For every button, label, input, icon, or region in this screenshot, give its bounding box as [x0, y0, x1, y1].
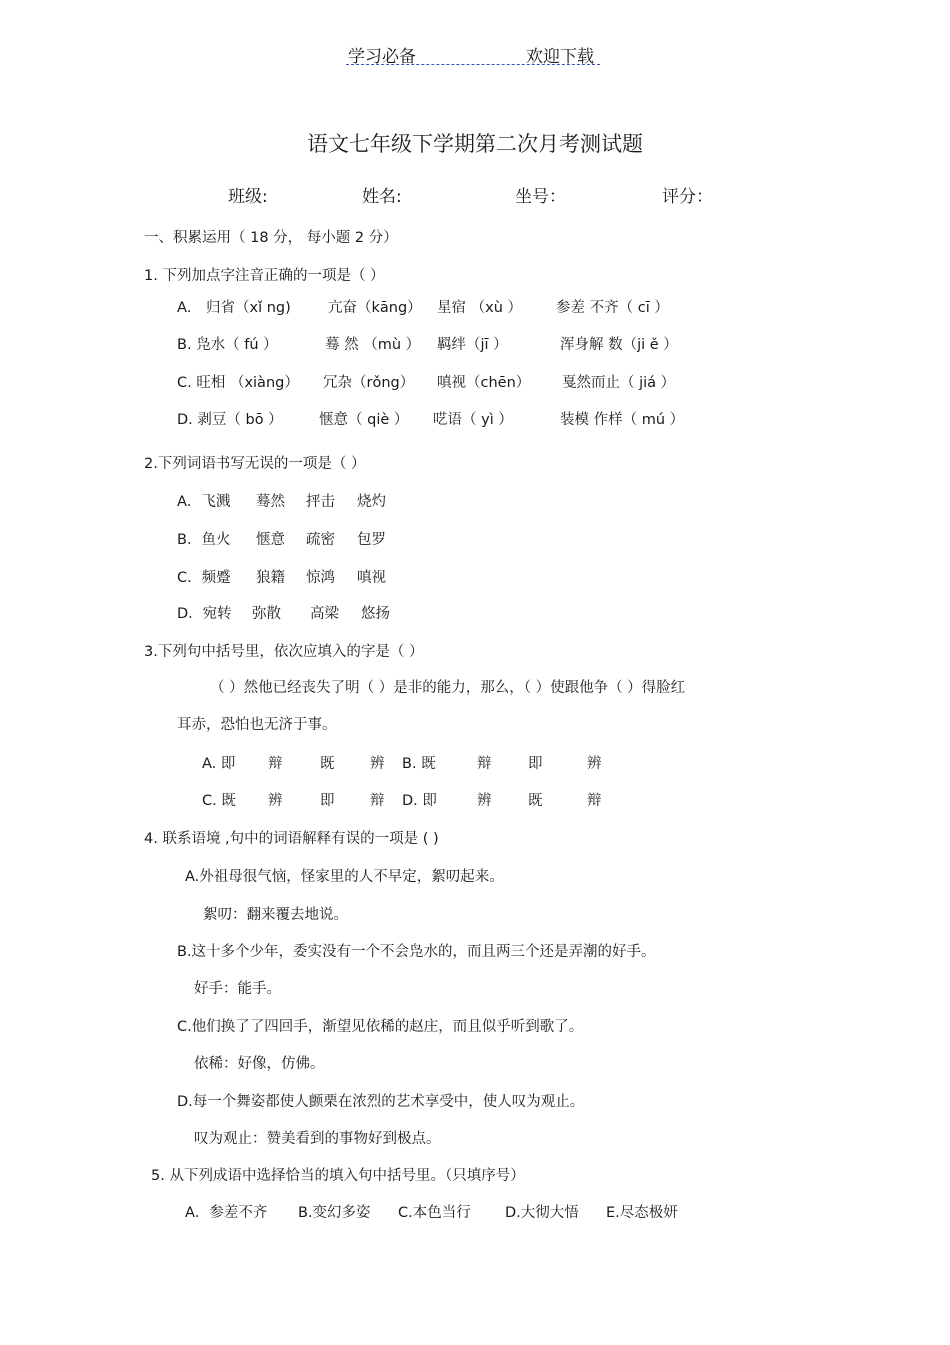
question-5-stem: 5. 从下列成语中选择恰当的填入句中括号里。（只填序号） — [151, 1168, 525, 1184]
q1-option-b-3: 羁绊（jī ） — [437, 337, 508, 353]
q5-option-e: E.尽态极妍 — [606, 1205, 678, 1221]
q3-option-d-4: 辩 — [587, 793, 602, 809]
q1-option-b-4: 浑身解 数（ji ě ） — [560, 337, 678, 353]
header-left: 学习必备 — [348, 47, 416, 67]
question-1-stem: 1. 下列加点字注音正确的一项是（ ） — [144, 268, 385, 284]
q5-option-a: A．参差不齐 — [185, 1205, 268, 1221]
q1-option-c-3: 嗔视（chēn） — [437, 375, 531, 391]
q1-option-d-1: D. 剥豆（ bō ） — [177, 412, 283, 428]
q5-option-b: B.变幻多姿 — [298, 1205, 371, 1221]
section-heading: 一、积累运用（ 18 分， 每小题 2 分） — [144, 230, 398, 246]
q2-option-a-1: A．飞溅 — [177, 494, 231, 510]
q4-option-c: C.他们换了了四回手，渐望见依稀的赵庄，而且似乎听到歌了。 — [177, 1019, 584, 1035]
q1-option-a-3: 星宿 （xù ） — [437, 300, 522, 316]
q2-option-a-3: 抨击 — [306, 494, 335, 510]
q2-option-b-4: 包罗 — [357, 532, 386, 548]
q1-option-a-4: 参差 不齐（ cī ） — [556, 300, 669, 316]
q1-option-c-4: 戛然而止（ jiá ） — [562, 375, 676, 391]
q3-option-d-1: D. 即 — [402, 793, 437, 809]
q4-option-b: B.这十多个少年，委实没有一个不会凫水的，而且两三个还是弄潮的好手。 — [177, 944, 656, 960]
q3-option-c-2: 辨 — [268, 793, 283, 809]
page-title: 语文七年级下学期第二次月考测试题 — [307, 132, 643, 156]
q2-option-d-1: D．宛转 — [177, 606, 232, 622]
q4-option-d-note: 叹为观止：赞美看到的事物好到极点。 — [194, 1131, 441, 1147]
q1-option-c-1: C. 旺相 （xiàng） — [177, 375, 299, 391]
seat-label: 坐号： — [515, 187, 566, 207]
question-3-sentence-line-2: 耳赤，恐怕也无济于事。 — [177, 717, 337, 733]
q3-option-c-3: 即 — [320, 793, 335, 809]
q3-option-a-3: 既 — [320, 756, 335, 772]
q3-option-b-3: 即 — [528, 756, 543, 772]
q1-option-b-1: B. 凫水（ fú ） — [177, 337, 278, 353]
q5-option-d: D.大彻大悟 — [505, 1205, 579, 1221]
q3-option-b-1: B. 既 — [402, 756, 436, 772]
q2-option-a-4: 烧灼 — [357, 494, 386, 510]
q3-option-c-4: 辩 — [370, 793, 385, 809]
question-4-stem: 4. 联系语境 ,句中的词语解释有误的一项是 ( ) — [144, 831, 439, 847]
q2-option-c-2: 狼籍 — [256, 570, 285, 586]
q3-option-c-1: C. 既 — [202, 793, 236, 809]
q2-option-c-3: 惊鸿 — [306, 570, 335, 586]
q1-option-a-2: 亢奋（kāng） — [328, 300, 422, 316]
q3-option-a-2: 辩 — [268, 756, 283, 772]
header-dashed-rule — [346, 64, 600, 65]
q4-option-a-note: 絮叨：翻来覆去地说。 — [203, 907, 348, 923]
q1-option-b-2: 蓦 然 （mù ） — [325, 337, 421, 353]
q3-option-d-2: 辨 — [477, 793, 492, 809]
q2-option-c-4: 嗔视 — [357, 570, 386, 586]
q1-option-d-2: 惬意（ qiè ） — [319, 412, 409, 428]
q2-option-c-1: C．频蹙 — [177, 570, 231, 586]
q2-option-d-3: 高梁 — [310, 606, 339, 622]
q2-option-b-1: B．鱼火 — [177, 532, 231, 548]
question-3-stem: 3.下列句中括号里，依次应填入的字是（ ） — [144, 644, 424, 660]
q1-option-d-4: 装模 作样（ mú ） — [560, 412, 685, 428]
q5-option-c: C.本色当行 — [398, 1205, 471, 1221]
question-2-stem: 2.下列词语书写无误的一项是（ ） — [144, 456, 366, 472]
class-label: 班级: — [228, 187, 268, 207]
score-label: 评分： — [662, 187, 713, 207]
q4-option-b-note: 好手：能手。 — [194, 981, 281, 997]
q3-option-b-2: 辩 — [477, 756, 492, 772]
q1-option-c-2: 冗杂（rǒng） — [323, 375, 415, 391]
q3-option-a-1: A. 即 — [202, 756, 236, 772]
q2-option-d-2: 弥散 — [252, 606, 281, 622]
q2-option-b-2: 惬意 — [256, 532, 285, 548]
q3-option-a-4: 辨 — [370, 756, 385, 772]
q1-option-a-1: A． 归省（xǐ ng) — [177, 300, 291, 316]
q1-option-d-3: 呓语（ yì ） — [433, 412, 513, 428]
q3-option-d-3: 既 — [528, 793, 543, 809]
q2-option-a-2: 蓦然 — [256, 494, 285, 510]
q4-option-c-note: 依稀：好像，仿佛。 — [194, 1056, 325, 1072]
question-3-sentence-line-1: （ ）然他已经丧失了明（ ）是非的能力，那么，（ ）使跟他争（ ）得脸红 — [210, 680, 686, 696]
header-right: 欢迎下载 — [526, 47, 594, 67]
q3-option-b-4: 辨 — [587, 756, 602, 772]
q4-option-d: D.每一个舞姿都使人颤栗在浓烈的艺术享受中，使人叹为观止。 — [177, 1094, 585, 1110]
q4-option-a: A.外祖母很气恼，怪家里的人不早定，絮叨起来。 — [185, 869, 504, 885]
q2-option-b-3: 疏密 — [306, 532, 335, 548]
name-label: 姓名: — [362, 187, 402, 207]
q2-option-d-4: 悠扬 — [361, 606, 390, 622]
